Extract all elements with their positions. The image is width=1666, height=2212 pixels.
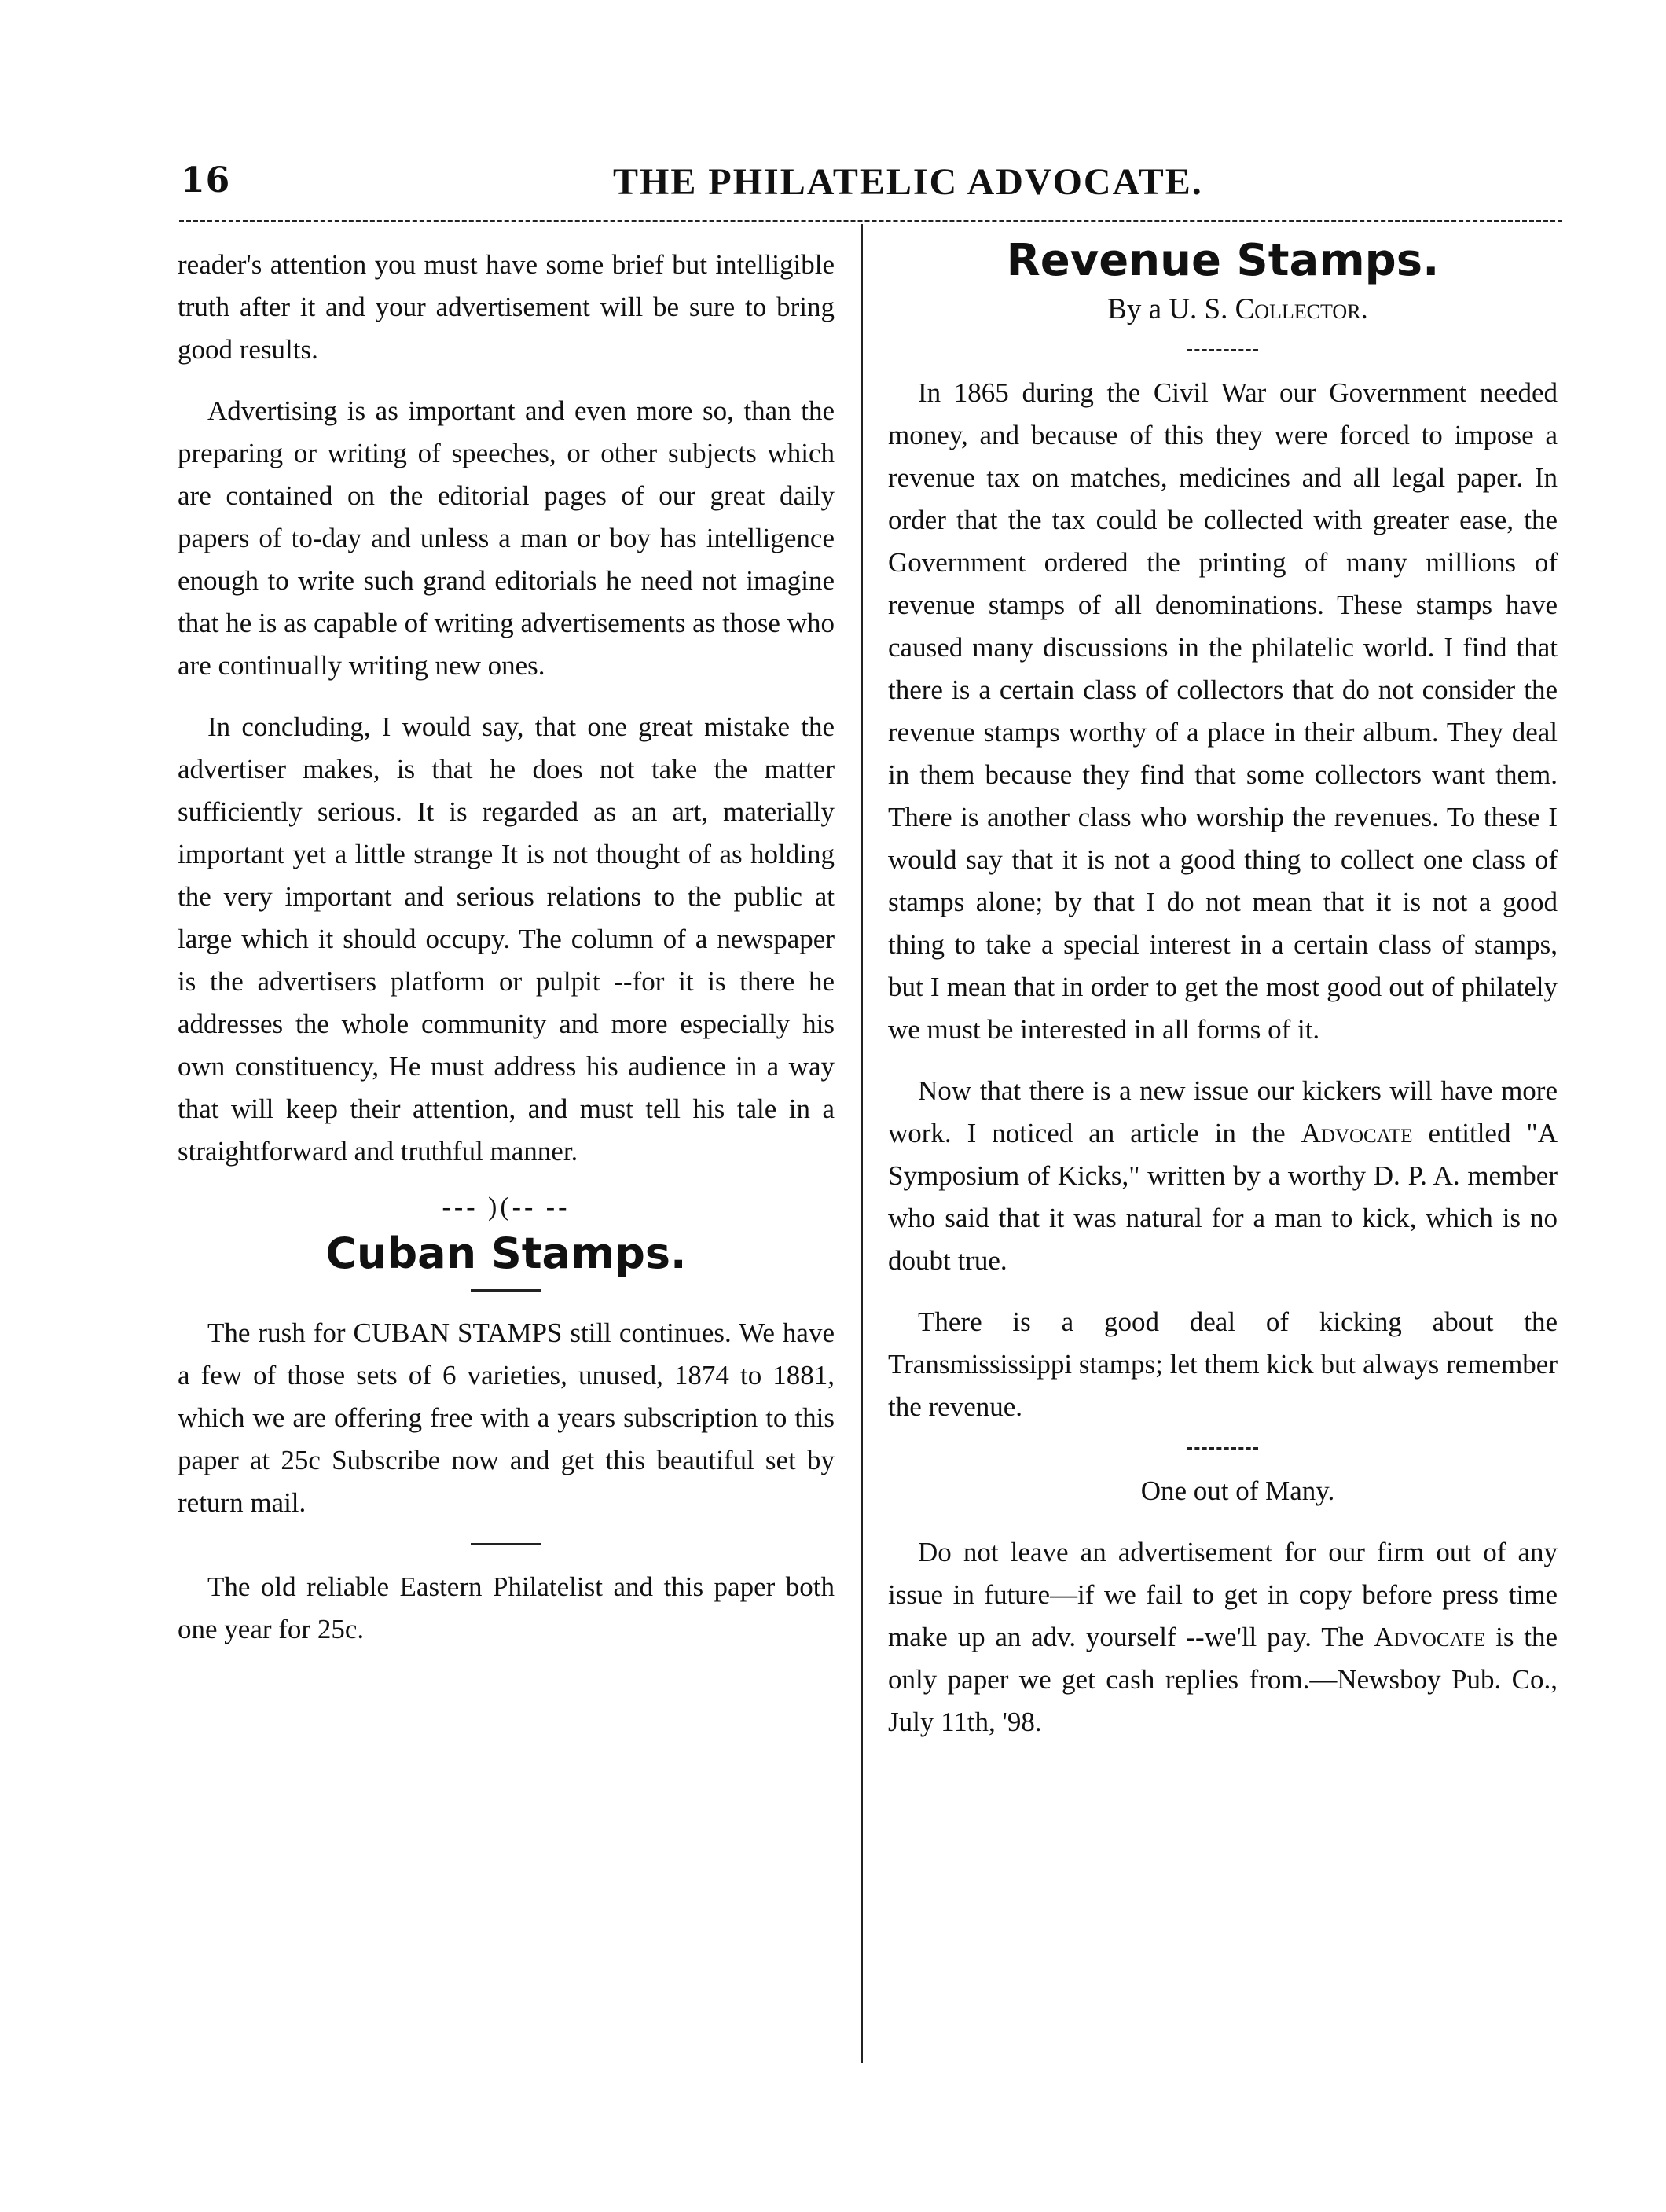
byline xyxy=(888,289,1558,330)
running-title: THE PHILATELIC ADVOCATE. xyxy=(613,161,1203,203)
right-column xyxy=(888,233,1558,1762)
section-ornament: --- )(-- -- xyxy=(442,1192,571,1222)
left-paragraph-1: reader's attention you must have some brief but intelligible truth after it and your advertisement will be sure to bring good results. xyxy=(178,249,835,365)
left-paragraph-2: Advertising is as important and even more so, than the preparing or writing of speeches, or other subjects which are contained on the editorial pages of our great daily papers of to-day and unless a man or boy has intelligence enough to write such grand editorials he need not imagine that he is as capable of writing advertisements as those who are continually writing new ones. xyxy=(178,395,835,681)
cuban-stamps-heading: Cuban Stamps. xyxy=(325,1229,687,1278)
byline-rule xyxy=(1187,349,1258,351)
revenue-paragraph-1: In 1865 during the Civil War our Government needed money, and because of this they were forced to impose a revenue tax on matches, medicines and all legal paper. In order that the tax could be collected with greater ease, the Government ordered the printing of many millions of revenue stamps of all denominations. These stamps have caused many discussions in the philatelic world. I find that there is a certain class of collectors that do not consider the revenue stamps worthy of a place in their album. They deal in them because they find that some collectors want them. There is another class who worship the revenues. To these I would say that it is not a good thing to collect one class of stamps alone; by that I do not mean that it is not a good thing to take a special interest in a certain class of stamps, but I mean that in order to get the most good out of philately we must be interested in all forms of it. xyxy=(888,377,1558,1045)
page-number: 16 xyxy=(181,160,231,200)
column-divider xyxy=(861,224,863,2063)
separator-rule xyxy=(471,1543,541,1545)
revenue-paragraph-2 xyxy=(888,1070,1558,1282)
signoff: One out of Many. xyxy=(1140,1475,1335,1506)
cuban-paragraph-2: The old reliable Eastern Philatelist and this paper both one year for 25c. xyxy=(178,1571,835,1644)
newsboy-p-end: is the only paper we get cash replies from.—Newsboy Pub. Co., July 11th, '98. xyxy=(888,1622,1558,1737)
newsboy-p-start: Do not leave an advertisement for our firm out of any issue in future—if we fail to get in copy before press time make up an adv. yourself --we'll pay. The xyxy=(888,1537,1558,1652)
advocate-smallcaps-2: Advocate xyxy=(1374,1622,1486,1652)
byline-collector: Collector. xyxy=(1235,293,1368,325)
left-paragraph-3: In concluding, I would say, that one great mistake the advertiser makes, is that he does not take the matter sufficiently serious. It is regarded as an art, materially important yet a little strange It is not thought of as holding the very important and serious relations to the public at large which it should occupy. The column of a newspaper is the advertisers platform or pulpit --for it is there he addresses the whole community and more especially his own constituency, He must address his audience in a way that will keep their attention, and must tell his tale in a straightforward and truthful manner. xyxy=(178,711,835,1167)
revenue-p2-end: entitled "A Symposium of Kicks," written by a worthy D. P. A. member who said that it was natural for a man to kick, which is no doubt true. xyxy=(888,1118,1558,1276)
left-column xyxy=(178,244,835,1670)
byline-prefix: By a U. S. xyxy=(1107,293,1228,325)
heading-rule xyxy=(471,1289,541,1292)
signoff-rule xyxy=(1187,1447,1258,1450)
revenue-paragraph-3: There is a good deal of kicking about the Transmississippi stamps; let them kick but always remember the revenue. xyxy=(888,1306,1558,1422)
revenue-stamps-heading: Revenue Stamps. xyxy=(1006,235,1440,286)
newsboy-paragraph xyxy=(888,1531,1558,1744)
cuban-paragraph-1: The rush for CUBAN STAMPS still continues. We have a few of those sets of 6 varieties, unused, 1874 to 1881, which we are offering free with a years subscription to this paper at 25c Subscribe now and get this beautiful set by return mail. xyxy=(178,1317,835,1518)
advocate-smallcaps: Advocate xyxy=(1301,1118,1413,1148)
revenue-p2-start: Now that there is a new issue our kickers will have more work. I noticed an article in the xyxy=(888,1075,1558,1148)
header-rule xyxy=(179,220,1562,222)
